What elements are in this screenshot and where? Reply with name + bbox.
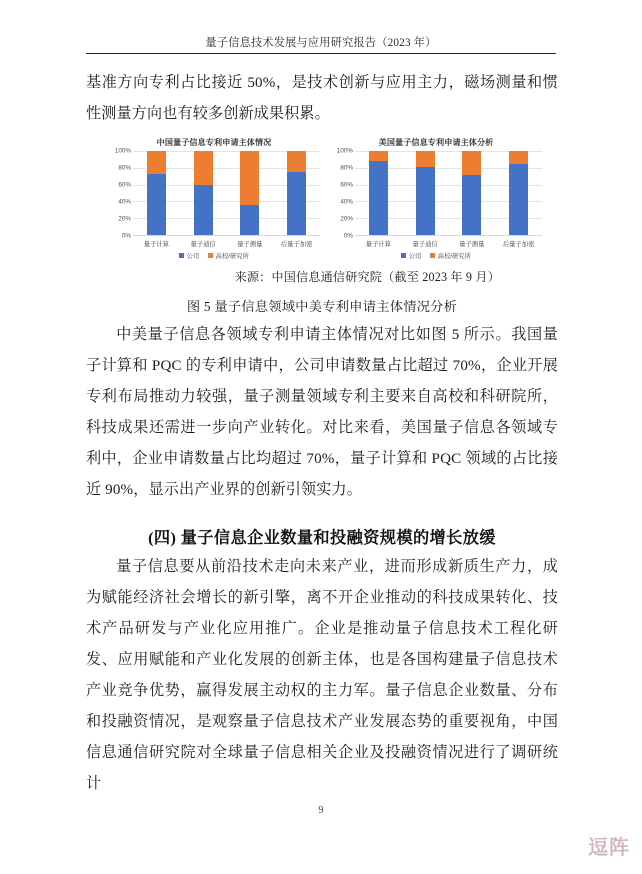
stacked-bar bbox=[240, 151, 259, 235]
y-tick: 80% bbox=[118, 164, 131, 172]
y-tick: 40% bbox=[118, 198, 131, 206]
x-tick: 后量子加密 bbox=[502, 241, 535, 248]
stacked-bar bbox=[369, 151, 388, 235]
plot-wrap bbox=[108, 147, 320, 240]
figure-5 bbox=[86, 137, 558, 315]
y-tick: 100% bbox=[336, 147, 353, 155]
bar-segment-company bbox=[462, 175, 481, 235]
bar-segment-academy bbox=[369, 151, 388, 161]
figure-caption: 图 5 量子信息领域中美专利申请主体情况分析 bbox=[186, 299, 458, 314]
bar-segment-company bbox=[416, 167, 435, 235]
legend-item-academy bbox=[208, 251, 249, 260]
stacked-bar bbox=[509, 151, 528, 235]
x-tick: 后量子加密 bbox=[280, 241, 313, 248]
chart-title: 中国量子信息专利申请主体情况 bbox=[156, 138, 272, 147]
bar-segment-company bbox=[147, 174, 166, 235]
y-axis-labels bbox=[330, 147, 355, 240]
bar-segment-company bbox=[509, 164, 528, 235]
bar-segment-company bbox=[194, 185, 213, 235]
chart-legend bbox=[330, 251, 542, 260]
figure-source: 来源：中国信息通信研究院（截至 2023 年 9 月） bbox=[234, 270, 500, 284]
chart-china-patent-applicants bbox=[108, 137, 320, 260]
y-tick: 40% bbox=[340, 198, 353, 206]
legend-swatch-company bbox=[401, 253, 406, 258]
bar-segment-company bbox=[240, 205, 259, 235]
stacked-bar bbox=[194, 151, 213, 235]
legend-item-academy bbox=[430, 251, 471, 260]
chart-usa-patent-applicants bbox=[330, 137, 542, 260]
bar-segment-academy bbox=[194, 151, 213, 185]
legend-label: 高校/研究所 bbox=[437, 253, 471, 260]
y-tick: 80% bbox=[340, 164, 353, 172]
x-tick: 量子测量 bbox=[237, 241, 263, 248]
y-axis-labels bbox=[108, 147, 133, 240]
paragraph-enterprise-growth: 量子信息要从前沿技术走向未来产业，进而形成新质生产力，成为赋能经济社会增长的新引擎，离不开企业推动的科技成果转化、技术产品研发与产业化应用推广。企业是推动量子信息技术工程化研发、应用赋能和产业化发展的创新主体，也是各国构建量子信息技术产业竞争优势，赢得发展主动权的主力军。量子信息企业数量、分布和投融资情况，是观察量子信息技术产业发展态势的重要视角，中国信息通信研究院对全球量子信息相关企业及投融资情况进行了调研统计 bbox=[86, 559, 558, 792]
chart-legend bbox=[108, 251, 320, 260]
bar-segment-academy bbox=[416, 151, 435, 167]
charts-row bbox=[86, 137, 558, 260]
paragraph-intro: 基准方向专利占比接近 50%，是技术创新与应用主力，磁场测量和惯性测量方向也有较多创新成果积累。 bbox=[86, 75, 558, 122]
x-tick: 量子通信 bbox=[190, 241, 216, 248]
section-heading: (四) 量子信息企业数量和投融资规模的增长放缓 bbox=[148, 529, 496, 547]
legend-item-company bbox=[401, 251, 421, 260]
x-tick: 量子通信 bbox=[412, 241, 438, 248]
bar-segment-academy bbox=[462, 151, 481, 175]
y-tick: 0% bbox=[121, 232, 131, 240]
legend-label: 公司 bbox=[408, 253, 422, 260]
watermark: 逗阵 bbox=[588, 837, 630, 859]
legend-swatch-academy bbox=[430, 253, 435, 258]
chart-title: 美国量子信息专利申请主体分析 bbox=[378, 138, 494, 147]
legend-label: 高校/研究所 bbox=[215, 253, 249, 260]
stacked-bar bbox=[287, 151, 306, 235]
legend-item-company bbox=[179, 251, 199, 260]
plot-area bbox=[355, 151, 542, 236]
x-axis-labels bbox=[108, 239, 320, 248]
bar-group bbox=[133, 151, 320, 235]
stacked-bar bbox=[147, 151, 166, 235]
x-tick: 量子计算 bbox=[365, 241, 391, 248]
legend-swatch-academy bbox=[208, 253, 213, 258]
running-header: 量子信息技术发展与应用研究报告（2023 年） bbox=[205, 37, 437, 49]
legend-swatch-company bbox=[179, 253, 184, 258]
y-tick: 60% bbox=[118, 181, 131, 189]
bar-segment-academy bbox=[147, 151, 166, 174]
header-divider-rule bbox=[86, 53, 556, 54]
x-axis-labels bbox=[330, 239, 542, 248]
bar-segment-academy bbox=[240, 151, 259, 205]
plot-area bbox=[133, 151, 320, 236]
y-tick: 60% bbox=[340, 181, 353, 189]
bar-segment-company bbox=[369, 161, 388, 235]
page-number: 9 bbox=[318, 805, 324, 816]
bar-segment-academy bbox=[287, 151, 306, 172]
bar-group bbox=[355, 151, 542, 235]
x-tick: 量子测量 bbox=[459, 241, 485, 248]
legend-label: 公司 bbox=[186, 253, 200, 260]
y-tick: 100% bbox=[114, 147, 131, 155]
plot-wrap bbox=[330, 147, 542, 240]
y-tick: 20% bbox=[118, 215, 131, 223]
bar-segment-company bbox=[287, 172, 306, 235]
y-tick: 20% bbox=[340, 215, 353, 223]
x-tick: 量子计算 bbox=[143, 241, 169, 248]
stacked-bar bbox=[416, 151, 435, 235]
paragraph-figure-analysis: 中美量子信息各领域专利申请主体情况对比如图 5 所示。我国量子计算和 PQC 的专利申请中，公司申请数量占比超过 70%，企业开展专利布局推动力较强，量子测量领域专利主要来自高校和科研院所，科技成果还需进一步向产业转化。对比来看，美国量子信息各领域专利中，企业申请数量占比均超过 70%，量子计算和 PQC 领域的占比接近 90%，显示出产业界的创新引领实力。 bbox=[86, 327, 558, 498]
stacked-bar bbox=[462, 151, 481, 235]
y-tick: 0% bbox=[343, 232, 353, 240]
page-content bbox=[86, 68, 558, 800]
bar-segment-academy bbox=[509, 151, 528, 164]
